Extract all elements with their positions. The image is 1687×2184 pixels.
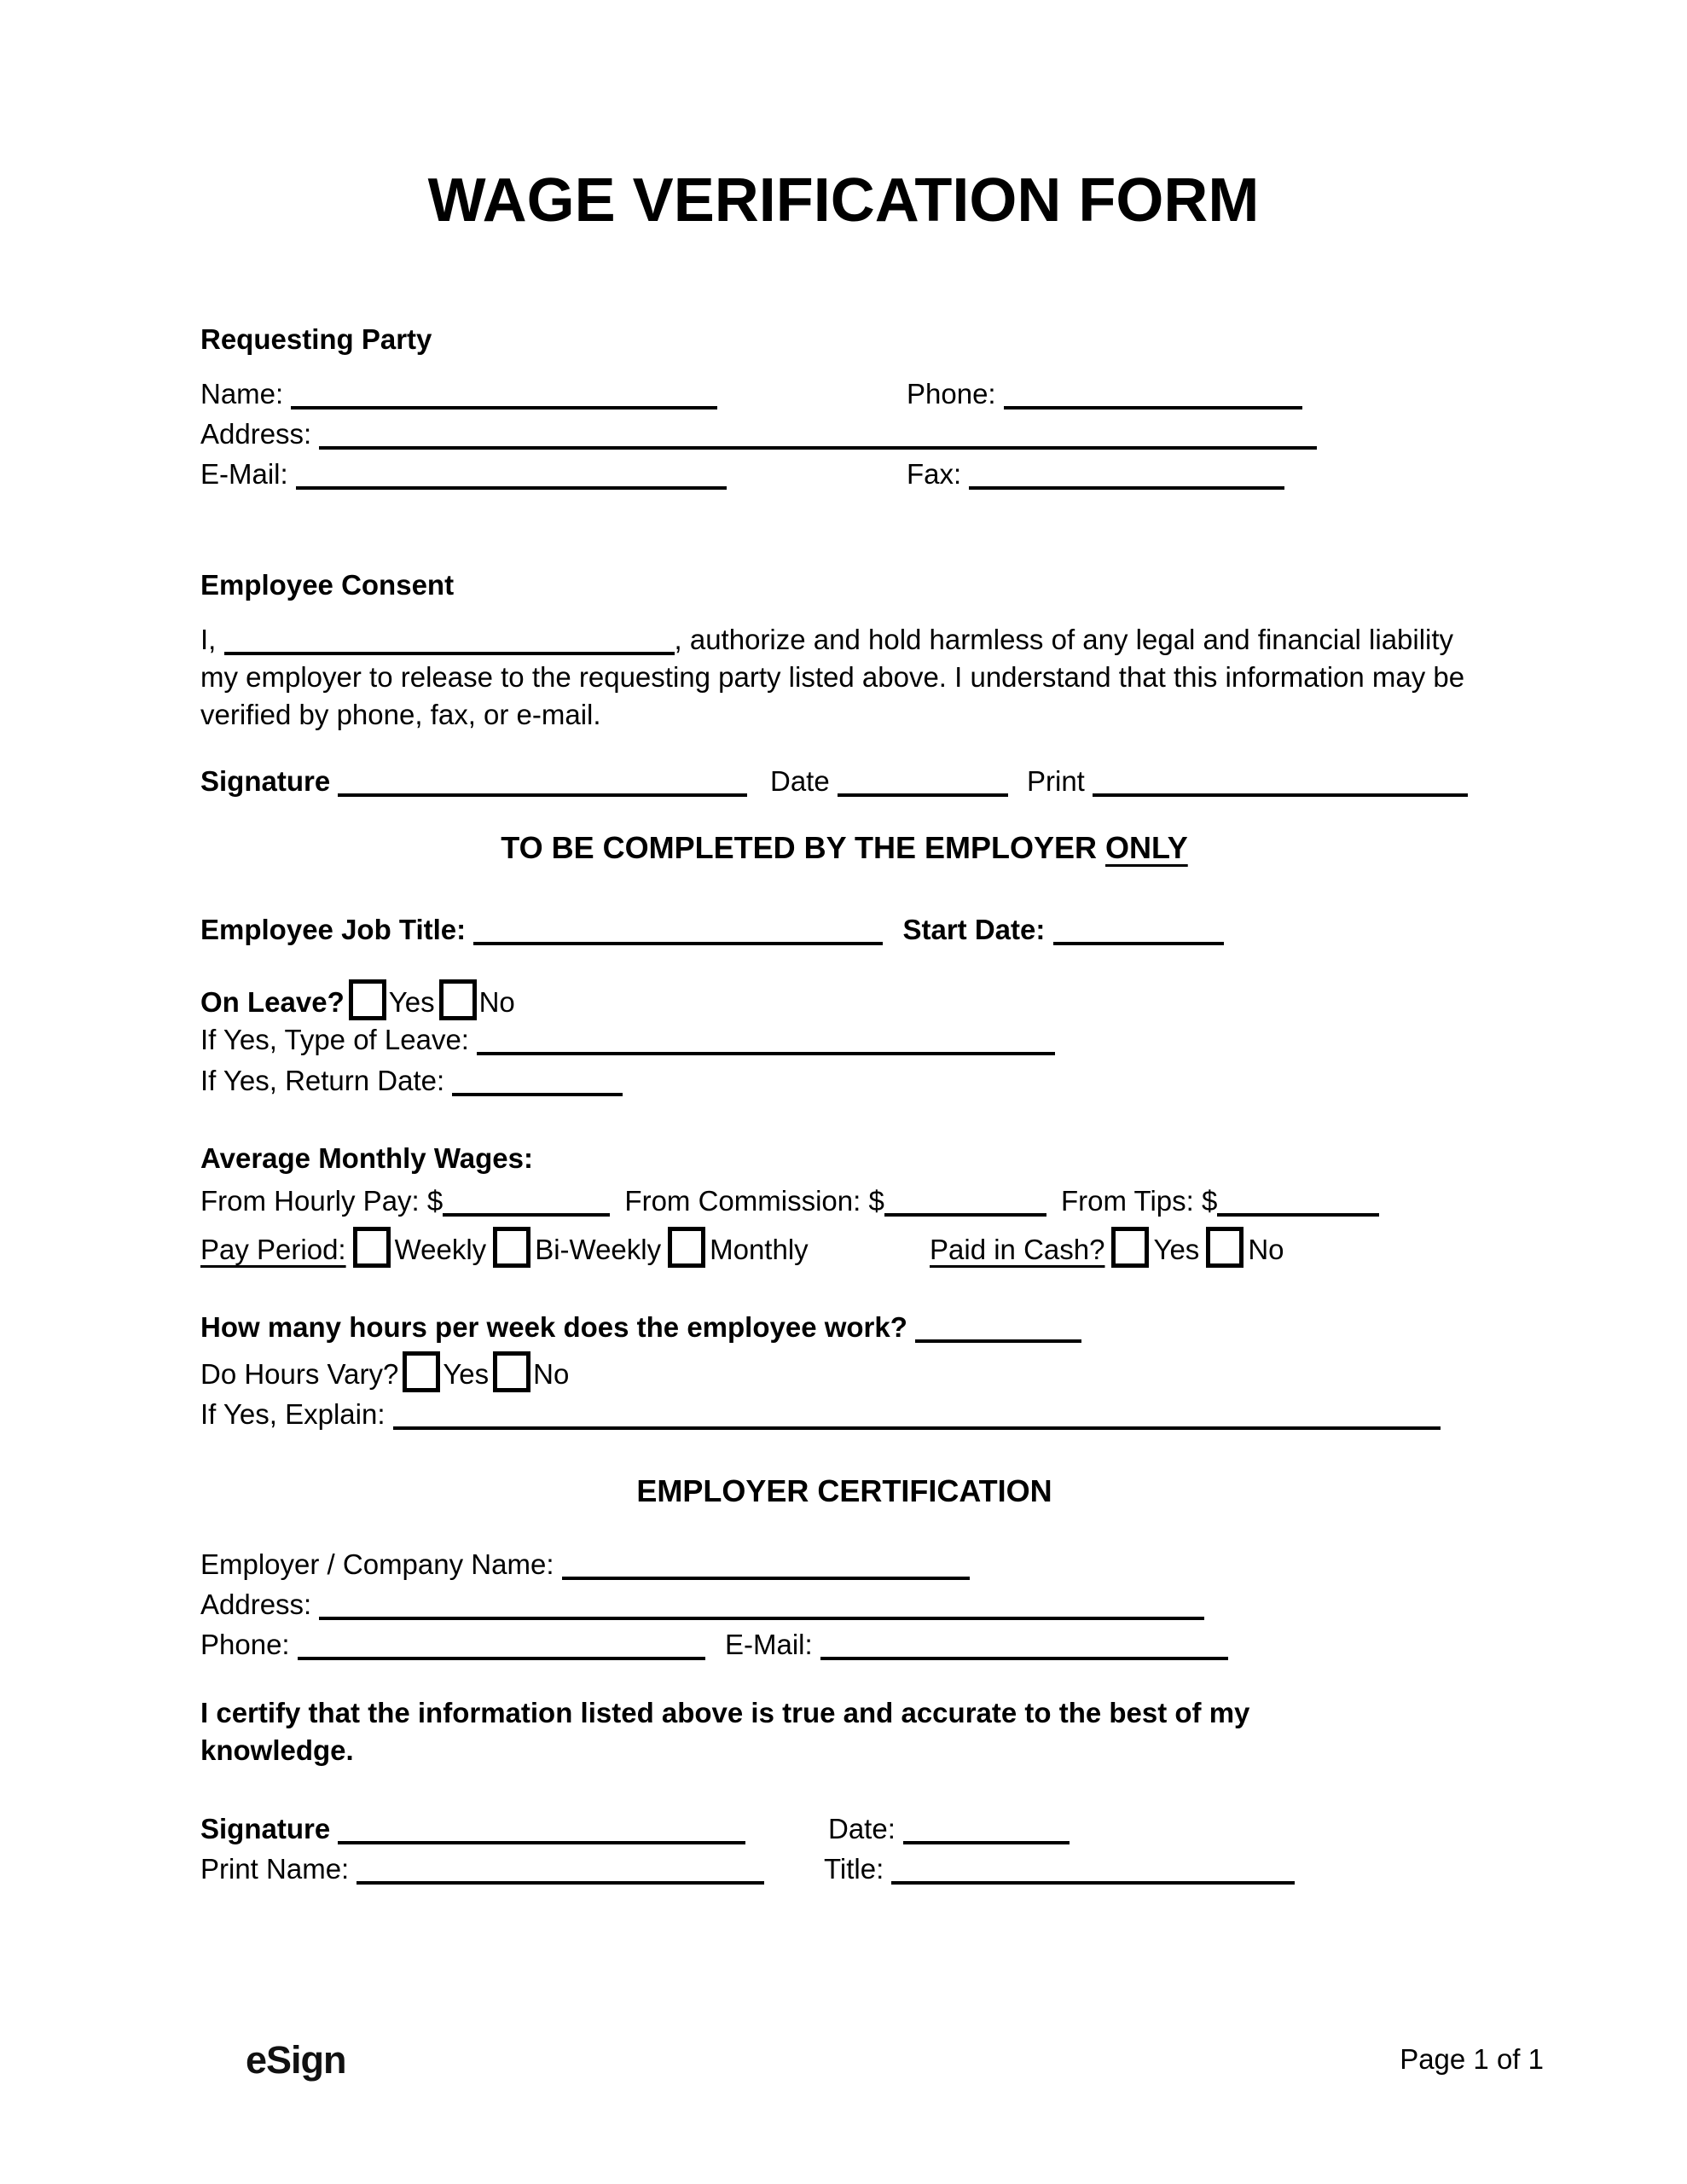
requesting-fax-label: Fax:: [907, 458, 962, 490]
requesting-address-label: Address:: [200, 418, 312, 450]
on-leave-no-label: No: [478, 986, 515, 1018]
print-name-blank[interactable]: [357, 1852, 764, 1885]
cert-signature-label: Signature: [200, 1813, 331, 1844]
pay-period-monthly-checkbox[interactable]: [668, 1227, 705, 1268]
explain-label: If Yes, Explain:: [200, 1398, 386, 1430]
consent-signature-row: [200, 764, 1488, 799]
hours-vary-no-label: No: [533, 1358, 570, 1390]
on-leave-yes-checkbox[interactable]: [349, 979, 386, 1020]
pay-period-weekly-label: Weekly: [394, 1234, 487, 1265]
consent-signature-label: Signature: [200, 765, 331, 797]
start-date-label: Start Date:: [902, 914, 1046, 945]
job-title-row: [200, 913, 1488, 947]
explain-blank[interactable]: [393, 1397, 1441, 1430]
consent-signature-blank[interactable]: [338, 764, 747, 797]
employer-only-heading: [200, 829, 1488, 866]
tips-label: From Tips: $: [1060, 1185, 1218, 1217]
page-indicator: Page 1 of 1: [1400, 2043, 1544, 2075]
requesting-phone-blank[interactable]: [1004, 377, 1302, 410]
consent-print-blank[interactable]: [1093, 764, 1468, 797]
employer-address-row: [200, 1588, 1488, 1622]
on-leave-no-checkbox[interactable]: [439, 979, 477, 1020]
consent-date-group: [770, 764, 1008, 799]
requesting-name-label: Name:: [200, 378, 284, 410]
esign-logo: eSign: [246, 2038, 346, 2082]
paid-in-cash-yes-label: Yes: [1153, 1234, 1200, 1265]
print-name-label: Print Name:: [200, 1853, 350, 1885]
cert-date-group: [828, 1812, 1070, 1846]
certification-heading: EMPLOYER CERTIFICATION: [636, 1473, 1052, 1508]
consent-intro-suffix: , authorize and hold harmless of any legal and financial liability my employer to release to the requesting party listed above. I understand that this information may be verified by phone, fax, or e-mail.: [200, 624, 1465, 730]
paid-in-cash-group: [930, 1227, 1284, 1268]
requesting-name-row: [200, 377, 1488, 411]
hours-vary-row: [200, 1351, 1488, 1392]
pay-period-label: Pay Period:: [200, 1234, 346, 1265]
employer-phone-blank[interactable]: [298, 1628, 705, 1660]
requesting-phone-label: Phone:: [907, 378, 996, 410]
cert-title-group: [824, 1852, 1295, 1886]
tips-blank[interactable]: [1217, 1184, 1379, 1217]
employer-email-blank[interactable]: [820, 1628, 1228, 1660]
requesting-phone-group: [907, 377, 1302, 411]
employer-email-group: [725, 1628, 1228, 1662]
hours-vary-no-checkbox[interactable]: [493, 1351, 530, 1392]
hours-per-week-blank[interactable]: [915, 1310, 1081, 1343]
type-of-leave-blank[interactable]: [477, 1023, 1055, 1055]
cert-date-label: Date:: [828, 1813, 896, 1844]
return-date-blank[interactable]: [452, 1064, 623, 1096]
document-title: WAGE VERIFICATION FORM: [427, 166, 1260, 235]
hours-vary-label: Do Hours Vary?: [200, 1358, 399, 1390]
hours-vary-yes-label: Yes: [443, 1358, 490, 1390]
type-of-leave-row: [200, 1023, 1488, 1057]
cert-signature-row: [200, 1812, 1488, 1846]
cert-title-label: Title:: [824, 1853, 884, 1885]
company-name-blank[interactable]: [562, 1548, 970, 1580]
on-leave-yes-label: Yes: [388, 986, 435, 1018]
consent-date-blank[interactable]: [838, 764, 1008, 797]
print-name-row: [200, 1852, 1488, 1886]
employer-only-heading-emphasis: ONLY: [1105, 830, 1188, 865]
consent-print-group: [1027, 764, 1468, 799]
requesting-name-blank[interactable]: [291, 377, 717, 410]
document-content: [200, 0, 1488, 2184]
hourly-pay-label: From Hourly Pay: $: [200, 1185, 443, 1217]
consent-print-label: Print: [1027, 765, 1085, 797]
requesting-address-row: [200, 417, 1488, 451]
requesting-email-label: E-Mail:: [200, 458, 288, 490]
requesting-email-blank[interactable]: [296, 457, 727, 490]
employee-consent-heading: Employee Consent: [200, 569, 455, 601]
requesting-fax-blank[interactable]: [969, 457, 1284, 490]
type-of-leave-label: If Yes, Type of Leave:: [200, 1024, 469, 1055]
wages-heading: Average Monthly Wages:: [200, 1142, 533, 1174]
consent-paragraph: [200, 621, 1480, 734]
hours-vary-yes-checkbox[interactable]: [403, 1351, 440, 1392]
requesting-email-row: [200, 457, 1488, 491]
consent-name-blank[interactable]: [224, 623, 675, 655]
requesting-party-heading: Requesting Party: [200, 323, 432, 355]
pay-period-monthly-label: Monthly: [710, 1234, 809, 1265]
employer-address-blank[interactable]: [319, 1588, 1204, 1620]
certify-statement: I certify that the information listed above is true and accurate to the best of my knowledge.: [200, 1697, 1250, 1766]
wages-sources-row: [200, 1184, 1488, 1218]
paid-in-cash-yes-checkbox[interactable]: [1111, 1227, 1149, 1268]
cert-signature-blank[interactable]: [338, 1812, 745, 1844]
paid-in-cash-no-checkbox[interactable]: [1206, 1227, 1244, 1268]
employer-email-label: E-Mail:: [725, 1629, 813, 1660]
job-title-blank[interactable]: [473, 913, 883, 945]
cert-date-blank[interactable]: [903, 1812, 1070, 1844]
company-name-label: Employer / Company Name:: [200, 1548, 554, 1580]
pay-period-biweekly-checkbox[interactable]: [493, 1227, 530, 1268]
company-name-row: [200, 1548, 1488, 1582]
employer-phone-row: [200, 1628, 1488, 1662]
start-date-blank[interactable]: [1053, 913, 1224, 945]
pay-period-weekly-checkbox[interactable]: [353, 1227, 391, 1268]
on-leave-label: On Leave?: [200, 986, 345, 1018]
requesting-address-blank[interactable]: [319, 417, 1317, 450]
pay-period-biweekly-label: Bi-Weekly: [535, 1234, 662, 1265]
hours-question-row: [200, 1310, 1488, 1345]
employer-only-heading-prefix: TO BE COMPLETED BY THE EMPLOYER: [501, 830, 1106, 865]
commission-label: From Commission: $: [624, 1185, 884, 1217]
hourly-pay-blank[interactable]: [443, 1184, 610, 1217]
commission-blank[interactable]: [884, 1184, 1046, 1217]
employer-phone-label: Phone:: [200, 1629, 290, 1660]
return-date-row: [200, 1064, 1488, 1098]
hours-question-label: How many hours per week does the employee work?: [200, 1311, 907, 1343]
explain-row: [200, 1397, 1488, 1432]
pay-period-row: [200, 1227, 1488, 1268]
job-title-label: Employee Job Title:: [200, 914, 467, 945]
consent-date-label: Date: [770, 765, 830, 797]
paid-in-cash-label: Paid in Cash?: [930, 1234, 1105, 1265]
employer-address-label: Address:: [200, 1589, 312, 1620]
requesting-fax-group: [907, 457, 1284, 491]
consent-intro-prefix: I,: [200, 624, 217, 655]
paid-in-cash-no-label: No: [1248, 1234, 1284, 1265]
cert-title-blank[interactable]: [891, 1852, 1295, 1885]
on-leave-row: [200, 979, 1488, 1020]
return-date-label: If Yes, Return Date:: [200, 1065, 445, 1096]
